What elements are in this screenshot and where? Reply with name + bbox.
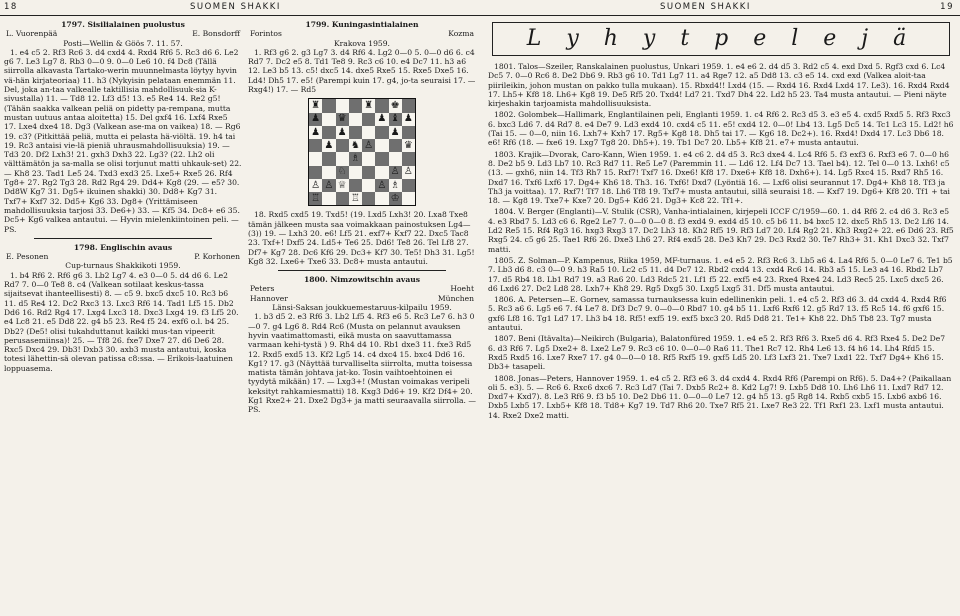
short-game: 1805. Z. Solman—P. Kampenus, Riika 1959, MF-turnaus. 1. e4 e5 2. Rf3 Rc6 3. Lb5 a6 4. La4 Rf6 5. 0—0 Le7 6. Te1 b5 7. Lb3 d6 8. c3 0—0 9. h3 Ra5 10. Lc2 c5 11. d4 Dc7 12. Rbd2 cxd4 13. cxd4 Rc6 14. Rb3 a5 15. Le3 a4 16. Rbd2 Lb7 17. d5 Rb4 18. Lb1 Rd7 19. a3 Ra6 20. Ld3 Rdc5 21. Lf1 f5 22. exf5 e4 23. Rxe4 Rxe4 24. Ld3 Rec5 25. Lxc5 dxc5 26. d6 Lxd6 27. Dc2 Ld8 28. Lxh7+ Kh8 29. Rg5 Dxg5 30. Lxg5 Lxg5 31. Df5 musta antautui. xyxy=(488,255,953,293)
game-heading: 1800. Nimzowitschin avaus xyxy=(303,275,421,285)
game-heading: 1799. Kuningasintialainen xyxy=(305,20,419,29)
board-square xyxy=(375,139,388,152)
players xyxy=(250,29,474,38)
players xyxy=(6,252,240,261)
board-square: ♙ xyxy=(389,166,402,179)
board-square: ♟ xyxy=(336,126,349,139)
board-square xyxy=(336,152,349,165)
short-game: 1803. Krajik—Dvorak, Caro-Kann, Wien 1959. 1. e4 c6 2. d4 d5 3. Rc3 dxe4 4. Lc4 Rf6 5. f3 exf3 6. Rxf3 e6 7. 0—0 h6 8. De2 b5 9. Ld3 Lb7 10. Rc3 Rd7 11. Re5 Le7 (Paremmin 11. — Ld6 12. Lf4 Dc7 13. Tael b4). 12. Tel 0—0 13. Lxh6! c5 (13. — gxh6, niin 14. Tf3 Rh7 15. Rxf7! Txf7 16. Dxe6! Kf8 17. Dxe6+ Kf8 18. Dxh6+). 14. Lg5 Rxc4 15. Rxd7 Rh5 16. Dxd7 16. Txf6 Lxf6 17. Dg4+ Kh6 18. Th3. 16. Txf6! Dxd7 (Lyöntiä 16. — Lxf6 olisi seurannut 17. Dg4+ Kh8 18. Tf3 ja Th3 ja voittaa). 17. Rxf7! Tf7 18. Lh6 Tf8 19. Txf7+ musta antautui, sillä seuraisi 18. — Kxf7 19. Dg6+ Kf8 20. Tf1 + tai 18. — Kg8 19. Txe7+ Kxe7 20. Dg5+ Kd6 21. Dg3+ Kc8 22. Tf1+. xyxy=(488,149,950,206)
board-square xyxy=(322,166,335,179)
game-moves: 1. e4 c5 2. Rf3 Rc6 3. d4 cxd4 4. Rxd4 Rf6 5. Rc3 d6 6. Le2 g6 7. Le3 Lg7 8. Rb3 0—0 9. 0—0 Le6 10. f4 Dc8 (Tällä siirrolla alkavasta Tartako-werin muunnelmasta löytyy hyvin vä-hän kirjateoriaa) 11. h3 (Nykyisin pelataan enemmän 11. Del, joka an-taa valkealle taktillisia mahdollisuuk-sia K-sivustalla) 11. — Td8 12. Lf3 d5! 13. e5 Re4 14. Re2 g5! (Tähän saakka valkean peliä on pidetty pa-rempana, mutta mustan uutuus antaa aloitetta) 15. Del gxf4 16. Lxf4 Rxe5 17. Lxe4 dxe4 18. Dg3 (Valkean ase-ma on vaikea) 18. — Rg6 19. c3? (Pitkittää peliä, mutta ei pelasta hä-viöltä. 19. h4 tai 19. Rc3 antaisi vie-lä pieniä uhrausmahdollisuuksia) 19. — Td3 20. Df2 Lxh3! 21. gxh3 Dxh3 22. Lg3? (22. Lh2 oli välttämätön ja sa-malla se olisi torjunut matti uhkauk-set) 22. — Kh8 23. Tad1 Le5 24. Txd3 exd3 25. Lxe5+ Rxe5 26. Rf4 Tg8+ 27. Rg2 Tg3 28. Rd2 Rg4 29. Dd4+ Kg8 (29. — e5? 30. Dd8W Kg7 31. Dg5+ ikuinen shakki) 30. Dd8+ Kg7 31. Txf7+ Kxf7 32. Dd5+ Kg6 33. Dg8+ (Yrittämiseen mahdollisuuksia tarjosi 33. De6+) 33. — Kf5 34. Dc8+ e6 35. Dc5+ Kg6 valkea antautui. — Hyvin mielenkiintoinen peli. — PS. xyxy=(4,47,242,234)
board-square: ♛ xyxy=(402,139,415,152)
board-square: ♙ xyxy=(362,139,375,152)
board-square xyxy=(322,152,335,165)
short-game: 1808. Jonas—Peters, Hannover 1959. 1. e4 c5 2. Rf3 e6 3. d4 cxd4 4. Rxd4 Rf6 (Parempi on Rf6). 5. Da4+? (Paikallaan oli 5. e3). 5. — Rc6 6. Rxc6 dxc6 7. Rc3 Ld7 (Tai 7. Dxb5 Rc2+ 8. Kd2 Lg7! 9. Lxb5 Dd8 10. Lh6 Lh6 11. Lxd7 Rd7 12. Dxd7+ Kxd7). 8. Le3 Rf6 9. f3 b5 10. De2 Db6 11. 0—0—0 Le7 12. g4 h5 13. g5 Rg8 14. Rxb5 cxb5 15. Lxb6 axb6 16. Dxb5 Lxb5 17. Lxb5+ Kf8 18. Td8+ Kg7 19. Td7 Rh6 20. Txe7 Rf5 21. Lxe7 Re3 22. Tf1 Rxf1 23. Lxf1 musta antautui. 14. Rxe2 Dxe2 matti. xyxy=(488,373,952,420)
column-1 xyxy=(4,20,242,612)
board-square xyxy=(375,126,388,139)
board-square xyxy=(402,126,415,139)
board-square xyxy=(362,113,375,126)
board-square xyxy=(389,139,402,152)
board-square: ♔ xyxy=(389,192,402,205)
game-moves: 1. Rf3 g6 2. g3 Lg7 3. d4 Rf6 4. Lg2 0—0 5. 0—0 d6 6. c4 Rd7 7. Dc2 e5 8. Td1 Te8 9. Rc3 c6 10. e4 Dc7 11. h3 a6 12. Le3 b5 13. c5! dxc5 14. dxe5 Rxe5 15. Rxe5 Dxe5 16. Ld4! Dh5 17. e5! (Parempi kuin 17. g4, jo-ta seuraisi 17. — Rxg4!) 17. — Rd5 xyxy=(248,47,476,95)
game-heading: 1797. Sisilialainen puolustus xyxy=(61,20,185,29)
board-square xyxy=(402,152,415,165)
board-square xyxy=(349,126,362,139)
black-player: Hoeht xyxy=(450,284,474,294)
chess-diagram xyxy=(308,98,416,206)
board-square: ♟ xyxy=(322,139,335,152)
event-line: Krakova 1959. xyxy=(334,38,390,48)
black-player: Kozma xyxy=(448,29,474,39)
board-square xyxy=(375,192,388,205)
running-title: SUOMEN SHAKKI xyxy=(190,2,281,12)
board-square xyxy=(375,99,388,112)
game-heading: 1798. Englischin avaus xyxy=(73,242,173,252)
black-player: E. Bonsdorff xyxy=(192,29,240,39)
board-square: ♜ xyxy=(362,99,375,112)
white-player: Peters xyxy=(250,284,275,294)
board-square: ♗ xyxy=(349,152,362,165)
board-square: ♟ xyxy=(375,113,388,126)
divider xyxy=(278,270,446,271)
right-page xyxy=(480,0,960,616)
board-square: ♟ xyxy=(309,126,322,139)
board-square xyxy=(322,192,335,205)
column-2 xyxy=(248,20,476,612)
board-square xyxy=(322,126,335,139)
black-player: P. Korhonen xyxy=(194,252,240,262)
board-square: ♞ xyxy=(349,139,362,152)
board-square: ♛ xyxy=(336,113,349,126)
short-game: 1802. Golombek—Hallimark, Englantilainen peli, Englanti 1959. 1. c4 Rf6 2. Rc3 d5 3. e3 e5 4. cxd5 Rxd5 5. Rf3 Rxc3 6. bxc3 Ld6 7. d4 Rd7 8. e4 De7 9. Ld3 exd4 10. cxd4 c5 11. e5! cxd4 12. 0—0! Lb4 13. Lg5 Dc5 14. Tc1 Lc3 15. Ld2! h6 (Tai 15. — 0—0, niin 16. Lxh7+ Kxh7 17. Rg5+ Kg8 18. Dh5 tai 17. — Kg6 18. Dc2+). 16. Rxd4! Dxd4 17. Lc3 Db6 18. e6! Rf6 (18. — fxe6 19. Lxg7 Tg8 20. Dh5+). 19. Tb1 Dc7 20. Lb5+ Kf8 21. e7+ musta antautui. xyxy=(488,110,954,148)
event-line: Posti—Wellin & Göös 7. 11. 57. xyxy=(63,38,183,48)
section-title: L y h y t p e l e j ä xyxy=(526,26,916,52)
board-square: ♟ xyxy=(309,113,322,126)
game-moves: 1. b3 d5 2. e3 Rf6 3. Lb2 Lf5 4. Rf3 e6 5. Rc3 Le7 6. h3 0—0 7. g4 Lg6 8. Rd4 Rc6 (Musta on pelannut avauksen hyvin vaatimattomasti, eikä musta on saavuttamassa varmaan kehi-tystä ) 9. Rh4 d4 10. Rb1 dxe3 11. fxe3 Rd5 12. Rxd5 exd5 13. Kf2 Lg5 14. c4 dxc4 15. bxc4 Dd6 16. Kg1? 17. g3 (Näyttää turvalliselta siirrolta, mutta toisessa matista tämän johtava jat-ko. Tosin vaihtoehtoinen ei tyydytä mikään) 17. — Lxg3+! (Mustan voimakas veripeli keksityt rahkamiesmatti) 18. Kxg3 Dd6+ 19. Kf2 Df4+ 20. Kg1 Rxe2+ 21. Dxe2 Dg3+ ja matti seuraavalla siirrolla. — PS. xyxy=(248,312,476,415)
board-square: ♟ xyxy=(389,126,402,139)
board-square xyxy=(309,139,322,152)
page-number: 19 xyxy=(940,2,954,12)
short-game: 1801. Talos—Szeiler, Ranskalainen puolustus, Unkari 1959. 1. e4 e6 2. d4 d5 3. Rd2 c5 4. exd Dxd 5. Rgf3 cxd 6. Lc4 Dc5 7. 0—0 Rc6 8. De2 Db6 9. Rb3 g6 10. Td1 Lg7 11. a4 Rge7 12. a5 Dd8 13. c3 e5 14. cxd exd (Valkea aloit-taa piirileikin, johon mustan on pakko tulla mukaan). 15. Rbxd4!! Lxd4 (15. — Rxd4 16. Rxd4 Lxd4 17. Le3). 16. Rxd4 Rxd4 17. Lh5+ Kf8 18. Lh6+ Kg8 19. De5 Rf5 20. Txd4! Ld7 21. Txd7 Dh4 22. Ld2 h5 23. Ta4 musta antautui. — Pieni näyte kirjeshakin tarjoamista mahdollisuuksista. xyxy=(488,62,950,109)
board-square xyxy=(349,113,362,126)
board-square xyxy=(349,179,362,192)
short-game: 1804. V. Berger (Englanti)—V. Stulik (CSR), Vanha-intialainen, kirjepeli ICCF C/1959—60. 1. d4 Rf6 2. c4 d6 3. Rc3 e5 4. e3 Rbd7 5. Ld3 c6 6. Rge2 Le7 7. 0—0 0—0 8. f3 exd4 9. exd4 d5 10. c5 b6 11. b4 bxc5 12. dxc5 Rh5 13. Dc2 Lf6 14. Ld2 Re5 15. Rf4 Rg3 16. hxg3 Rxg3 17. Dc2 Lh3 18. Kh2 Rf5 19. Rf3 Ld7 20. Lf4 Rg2 21. Kh3 Rxg2+ 22. e6 Dd6 23. Rf5 Rxg5 24. c5 g6 25. Tae1 Rf6 26. Dxe3 Lh6 27. Rf4 exd5 28. De3 Kh7 29. Dc3 Rxd2 30. Te7 Rh3+ 31. Kh1 Dxc3 32. Txf7 matti. xyxy=(488,207,954,254)
short-game: 1806. A. Petersen—E. Gornev, samassa turnauksessa kuin edellinenkin peli. 1. e4 c5 2. Rf3 d6 3. d4 cxd4 4. Rxd4 Rf6 5. Rc3 a6 6. Lg5 e6 7. f4 Le7 8. Df3 Dc7 9. 0—0—0 Rbd7 10. g4 b5 11. Lxf6 Rxf6 12. g5 Rd7 13. f5 Rc5 14. f6 gxf6 15. gxf6 Lf8 16. Tg1 Ld7 17. Lh3 b4 18. Rf5! exf5 19. exf5 bxc3 20. Rd5 Dd8 21. Te1+ Kh8 22. Dh5 Tb8 23. Tg7 musta antautui. xyxy=(488,295,947,333)
game-moves: 1. b4 Rf6 2. Rf6 g6 3. Lb2 Lg7 4. e3 0—0 5. d4 d6 6. Le2 Rd7 7. 0—0 Te8 8. c4 (Valkean sotilaat keskus-tassa sijaitsevat ihanteellisesti) 8. — c5 9. bxc5 dxc5 10. Rc3 b6 11. d5 Re4 12. Dc2 Rxc3 13. Lxc3 Rf6 14. Tad1 Lf5 15. Db2 Dd6 16. Rd2 Rg4 17. Lxg4 Lxc3 18. Dxc3 Lxg4 19. f3 Lf5 20. e4 Lc8 21. e5 Dd8 22. g4 b5 23. Re4 f5 24. exf6 o.l. b4 25. Db2? (De5! olisi tukahduttanut kaikki mus-tan vipeerit perusasemiinsa)! 25. — Tf8 26. fxe7 Dxe7 27. d6 De6 28. Rxc5 Dxc4 29. Db3! Dxb3 30. axb3 musta antautui, koska totesi lähettin-sä olevan patissa c8:ssa. — Erikois-laatuinen loppuasema. xyxy=(4,270,239,373)
board-square xyxy=(375,166,388,179)
white-place: Hannover xyxy=(250,293,288,303)
board-square: ♙ xyxy=(322,179,335,192)
board-square: ♖ xyxy=(349,192,362,205)
board-square xyxy=(322,113,335,126)
divider xyxy=(34,238,212,239)
board-square xyxy=(362,152,375,165)
event-line: Länsi-Saksan joukkuemestaruus-kilpailu 1959. xyxy=(272,303,452,313)
player-places xyxy=(250,294,474,303)
board-square: ♖ xyxy=(309,192,322,205)
white-player: E. Pesonen xyxy=(6,252,49,262)
left-page-header xyxy=(0,0,480,16)
board-square: ♜ xyxy=(309,99,322,112)
board-square: ♙ xyxy=(309,179,322,192)
players xyxy=(250,284,474,293)
board-square xyxy=(362,179,375,192)
board-square xyxy=(322,99,335,112)
players xyxy=(6,29,240,38)
board-square xyxy=(309,152,322,165)
board-square xyxy=(402,99,415,112)
board-square: ♕ xyxy=(336,179,349,192)
board-square xyxy=(336,192,349,205)
board-square xyxy=(309,166,322,179)
event-line: Cup-turnaus Shakkikoti 1959. xyxy=(65,261,181,271)
white-player: Forintos xyxy=(250,29,282,39)
section-title-box xyxy=(492,22,950,56)
right-page-header xyxy=(480,0,960,16)
running-title: SUOMEN SHAKKI xyxy=(660,2,751,12)
board-square: ♚ xyxy=(389,99,402,112)
board-square xyxy=(349,166,362,179)
board-square xyxy=(402,179,415,192)
page-number: 18 xyxy=(4,2,18,12)
column-3 xyxy=(488,22,954,612)
board-square: ♗ xyxy=(389,179,402,192)
white-player: L. Vuorenpää xyxy=(6,29,58,39)
black-place: München xyxy=(437,293,474,303)
board-square xyxy=(389,152,402,165)
board-square xyxy=(362,126,375,139)
board-square xyxy=(336,99,349,112)
board-square: ♙ xyxy=(402,166,415,179)
board-square: ♘ xyxy=(336,166,349,179)
short-game: 1807. Beni (Itävalta)—Neikirch (Bulgaria), Balatonfüred 1959. 1. e4 e5 2. Rf3 Rf6 3. Rxe5 d6 4. Rf3 Rxe4 5. De2 De7 6. d3 Rf6 7. Lg5 Dxe2+ 8. Lxe2 Le7 9. Rc3 c6 10. 0—0—0 Ra6 11. The1 Rc7 12. Rh4 Le6 13. f4 h6 14. Lh4 Rfd5 15. Rxd5 Rxd5 16. Lxe7 Rxe7 17. g4 0—0—0 18. Rf5 Rxf5 19. gxf5 Ld5 20. Lf3 Lxf3 21. Txe7 Lxd1 22. Txf7 Dg4+ Kh6 15. Db3+ tasapeli. xyxy=(488,334,946,372)
board-square xyxy=(349,99,362,112)
board-square xyxy=(402,192,415,205)
board-square xyxy=(362,192,375,205)
board-square xyxy=(375,152,388,165)
board-square: ♝ xyxy=(389,113,402,126)
board-square: ♙ xyxy=(375,179,388,192)
game-moves: 18. Rxd5 cxd5 19. Txd5! (19. Lxd5 Lxh3! 20. Lxa8 Txe8 tämän jälkeen musta saa voimakkaan painostuksen Lg4—(3)) 19. — Lxh3 20. e6! Lf5 21. exf7+ Kxf7 22. Dxc5 Tac8 23. Txf+! Dxf5 24. Ld5+ Te6 25. Dd6! Te8 26. Tel Lf8 27. Df7+ Kg7 28. Dc6 Kf6 29. Dc3+ Kf7 30. Te5! Dh3 31. Lg5! Kg8 32. Lxe6+ Txe6 33. Dc8+ musta antautui. xyxy=(248,210,475,266)
board-square xyxy=(336,139,349,152)
board-square: ♟ xyxy=(402,113,415,126)
board-square xyxy=(362,166,375,179)
